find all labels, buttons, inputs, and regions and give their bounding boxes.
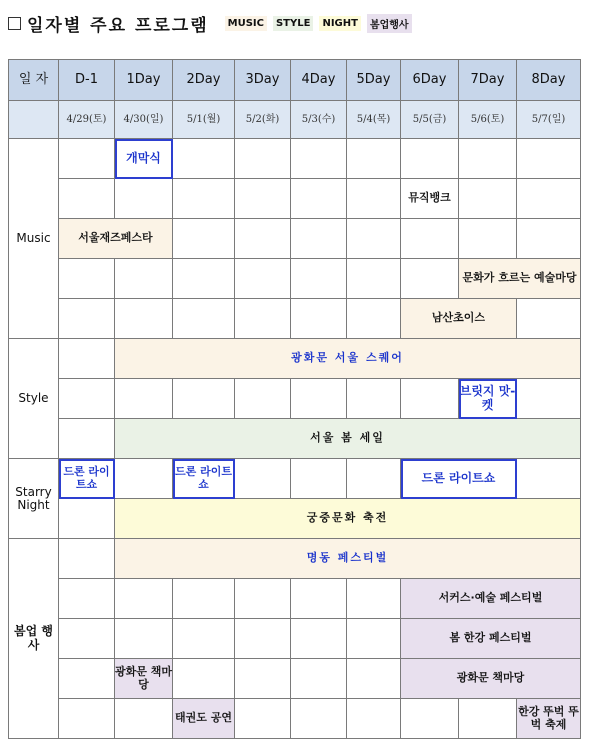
- empty-cell: [235, 459, 291, 499]
- empty-cell: [115, 619, 173, 659]
- header-date: 4/29(토): [59, 101, 115, 139]
- empty-cell: [59, 579, 115, 619]
- empty-cell: [173, 139, 235, 179]
- empty-cell: [347, 459, 401, 499]
- empty-cell: [59, 619, 115, 659]
- empty-cell: [517, 299, 581, 339]
- event-brunch-market: 브릿지 맛-켓: [459, 379, 517, 419]
- empty-cell: [291, 619, 347, 659]
- empty-cell: [517, 219, 581, 259]
- category-night: Starry Night: [9, 459, 59, 539]
- event-opening: 개막식: [115, 139, 173, 179]
- checkbox-icon: [8, 17, 21, 30]
- header-day: 5Day: [347, 60, 401, 101]
- header-corner: 일 자: [9, 60, 59, 101]
- empty-cell: [115, 179, 173, 219]
- event-drone-2: 드론 라이트쇼: [173, 459, 235, 499]
- event-hangang-fest: 봄 한강 페스티벌: [401, 619, 581, 659]
- event-book-2: 광화문 책마당: [401, 659, 581, 699]
- empty-cell: [235, 699, 291, 739]
- empty-cell: [59, 659, 115, 699]
- empty-cell: [347, 179, 401, 219]
- empty-cell: [291, 299, 347, 339]
- empty-cell: [291, 219, 347, 259]
- empty-cell: [173, 379, 235, 419]
- empty-cell: [115, 299, 173, 339]
- category-music: Music: [9, 139, 59, 339]
- empty-cell: [347, 619, 401, 659]
- header-date: 5/7(일): [517, 101, 581, 139]
- empty-cell: [173, 659, 235, 699]
- empty-cell: [115, 379, 173, 419]
- empty-cell: [401, 699, 459, 739]
- header-day: 7Day: [459, 60, 517, 101]
- empty-cell: [173, 579, 235, 619]
- empty-cell: [235, 579, 291, 619]
- empty-cell: [173, 259, 235, 299]
- empty-cell: [291, 179, 347, 219]
- empty-cell: [235, 619, 291, 659]
- empty-cell: [459, 699, 517, 739]
- empty-cell: [59, 139, 115, 179]
- legend-night: NIGHT: [319, 16, 361, 31]
- event-namsan: 남산초이스: [401, 299, 517, 339]
- header-day: 3Day: [235, 60, 291, 101]
- empty-cell: [401, 219, 459, 259]
- header-date: 4/30(일): [115, 101, 173, 139]
- empty-cell: [291, 699, 347, 739]
- page-title: 일자별 주요 프로그램: [27, 15, 209, 36]
- date-corner: [9, 101, 59, 139]
- event-musicbank: 뮤직뱅크: [401, 179, 459, 219]
- empty-cell: [347, 299, 401, 339]
- empty-cell: [235, 219, 291, 259]
- empty-cell: [291, 659, 347, 699]
- schedule-table: [8, 59, 581, 739]
- empty-cell: [517, 379, 581, 419]
- empty-cell: [59, 379, 115, 419]
- empty-cell: [235, 659, 291, 699]
- empty-cell: [115, 259, 173, 299]
- empty-cell: [59, 699, 115, 739]
- empty-cell: [401, 379, 459, 419]
- empty-cell: [347, 219, 401, 259]
- event-gwanghwamun-square: 광화문 서울 스퀘어: [115, 339, 581, 379]
- event-hangang-walk: 한강 뚜벅 뚜벅 축제: [517, 699, 581, 739]
- event-spring-sale: 서울 봄 세일: [115, 419, 581, 459]
- empty-cell: [291, 579, 347, 619]
- header-date: 5/5(금): [401, 101, 459, 139]
- title-bar: [8, 8, 418, 38]
- category-spring: 봄업 행사: [9, 539, 59, 739]
- empty-cell: [59, 339, 115, 379]
- event-circus: 서커스·예술 페스티벌: [401, 579, 581, 619]
- empty-cell: [59, 259, 115, 299]
- empty-cell: [235, 139, 291, 179]
- empty-cell: [173, 619, 235, 659]
- empty-cell: [401, 139, 459, 179]
- empty-cell: [59, 299, 115, 339]
- empty-cell: [115, 459, 173, 499]
- header-day: D-1: [59, 60, 115, 101]
- event-taekwondo: 태권도 공연: [173, 699, 235, 739]
- header-day: 1Day: [115, 60, 173, 101]
- empty-cell: [347, 699, 401, 739]
- empty-cell: [459, 179, 517, 219]
- empty-cell: [235, 259, 291, 299]
- legend-music: MUSIC: [225, 16, 267, 31]
- header-date: 5/2(화): [235, 101, 291, 139]
- empty-cell: [517, 139, 581, 179]
- empty-cell: [173, 179, 235, 219]
- empty-cell: [59, 499, 115, 539]
- event-palace: 궁중문화 축전: [115, 499, 581, 539]
- empty-cell: [59, 179, 115, 219]
- empty-cell: [59, 419, 115, 459]
- header-day: 6Day: [401, 60, 459, 101]
- event-drone-1: 드론 라이트쇼: [59, 459, 115, 499]
- event-art-madang: 문화가 흐르는 예술마당: [459, 259, 581, 299]
- empty-cell: [347, 139, 401, 179]
- header-date: 5/6(토): [459, 101, 517, 139]
- category-style: Style: [9, 339, 59, 459]
- event-jazz: 서울재즈페스타: [59, 219, 173, 259]
- empty-cell: [291, 459, 347, 499]
- empty-cell: [235, 299, 291, 339]
- legend: [225, 14, 418, 33]
- empty-cell: [459, 219, 517, 259]
- empty-cell: [173, 219, 235, 259]
- header-date: 5/4(목): [347, 101, 401, 139]
- event-myeongdong: 명동 페스티벌: [115, 539, 581, 579]
- event-book-1: 광화문 책마당: [115, 659, 173, 699]
- empty-cell: [347, 379, 401, 419]
- empty-cell: [347, 579, 401, 619]
- legend-style: STYLE: [273, 16, 313, 31]
- empty-cell: [517, 179, 581, 219]
- header-date: 5/3(수): [291, 101, 347, 139]
- empty-cell: [291, 139, 347, 179]
- empty-cell: [347, 659, 401, 699]
- empty-cell: [235, 179, 291, 219]
- header-date: 5/1(월): [173, 101, 235, 139]
- empty-cell: [459, 139, 517, 179]
- empty-cell: [59, 539, 115, 579]
- empty-cell: [347, 259, 401, 299]
- empty-cell: [401, 259, 459, 299]
- event-drone-3: 드론 라이트쇼: [401, 459, 517, 499]
- empty-cell: [173, 299, 235, 339]
- empty-cell: [115, 699, 173, 739]
- header-day: 4Day: [291, 60, 347, 101]
- header-day: 2Day: [173, 60, 235, 101]
- header-day: 8Day: [517, 60, 581, 101]
- empty-cell: [115, 579, 173, 619]
- empty-cell: [517, 459, 581, 499]
- empty-cell: [235, 379, 291, 419]
- empty-cell: [291, 379, 347, 419]
- legend-spring: 봄업행사: [367, 14, 412, 33]
- empty-cell: [291, 259, 347, 299]
